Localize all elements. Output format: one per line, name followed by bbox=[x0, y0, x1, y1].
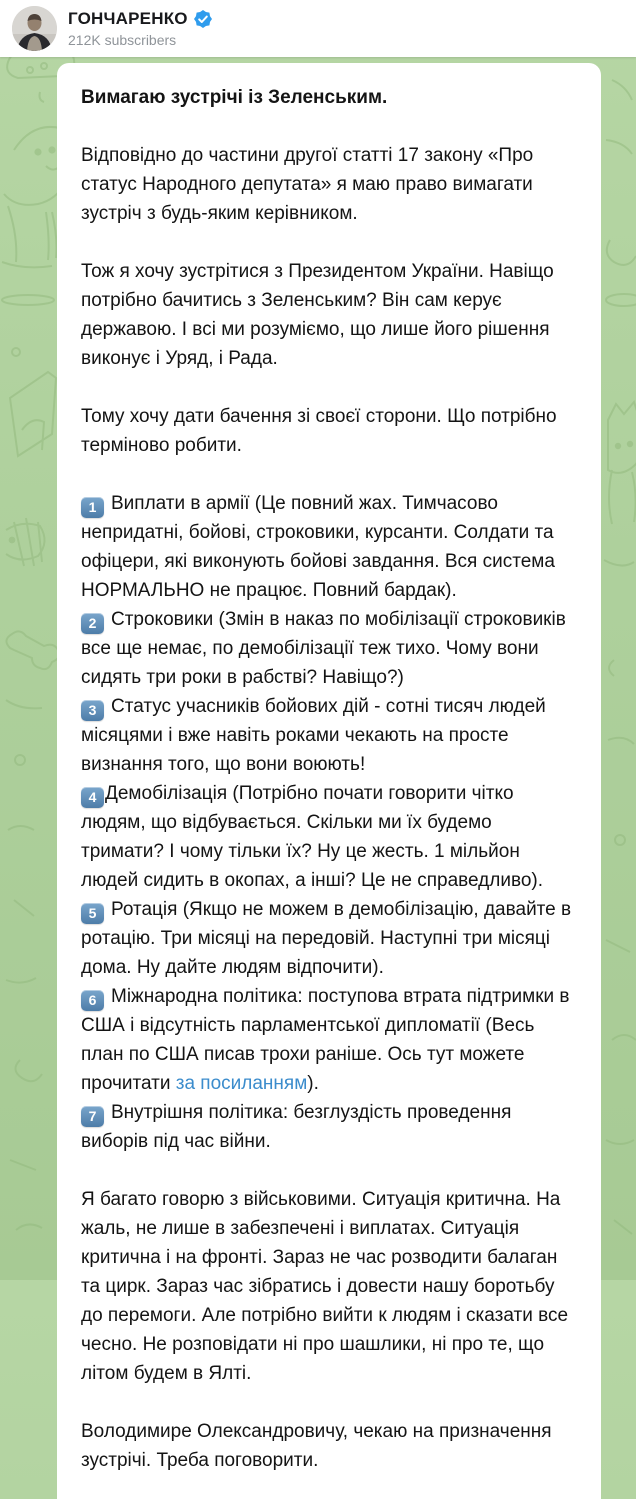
list-item bbox=[81, 605, 579, 692]
paragraph-text: Володимире Олександровичу, чекаю на призначення зустрічі. Треба поговорити. bbox=[81, 1421, 552, 1471]
paragraph-text: Ротація (Якщо не можем в демобілізацію, давайте в ротацію. Три місяці на передовій. Наступні три місяці дома. Ну дайте людям відпочити). bbox=[81, 899, 572, 978]
verified-badge-icon bbox=[194, 10, 212, 28]
subscribers-count: 212K subscribers bbox=[68, 32, 177, 48]
list-item bbox=[81, 982, 579, 1098]
paragraph-text: Я багато говорю з військовими. Ситуація критична. На жаль, не лише в забезпечені і виплатах. Ситуація критична і на фронті. Зараз не час розводити балаган та цирк. Зараз час зібратись і довести нашу боротьбу до перемоги. Але потрібно вийти к людям і сказати все чесно. Не розповідати ні про шашлики, ні про те, що літом будем в Ялті. bbox=[81, 1189, 569, 1384]
keycap-digit-icon: 5 bbox=[81, 903, 104, 924]
message-paragraph bbox=[81, 1417, 579, 1475]
message-paragraph bbox=[81, 141, 579, 228]
paragraph-spacer bbox=[81, 228, 579, 257]
message-paragraph bbox=[81, 1185, 579, 1388]
message-bubble bbox=[57, 63, 601, 1499]
keycap-digit-icon: 2 bbox=[81, 613, 104, 634]
paragraph-spacer bbox=[81, 1156, 579, 1185]
list-item bbox=[81, 489, 579, 605]
message-title bbox=[81, 83, 579, 112]
list-item bbox=[81, 1098, 579, 1156]
paragraph-spacer bbox=[81, 460, 579, 489]
paragraph-spacer bbox=[81, 112, 579, 141]
channel-header bbox=[0, 0, 636, 57]
avatar-photo bbox=[12, 6, 57, 51]
channel-name: ГОНЧАРЕНКО bbox=[68, 9, 188, 28]
paragraph-text: Строковики (Змін в наказ по мобілізації строковиків все ще немає, по демобілізації теж тихо. Чому вони сидять три роки в рабстві? Навіщо?) bbox=[81, 609, 566, 688]
message-content bbox=[81, 83, 579, 1475]
paragraph-text: Статус учасників бойових дій - сотні тисяч людей місяцями і вже навіть роками чекають на просте визнання того, що вони воюють! bbox=[81, 696, 546, 775]
keycap-digit-icon: 7 bbox=[81, 1106, 104, 1127]
paragraph-text: Тож я хочу зустрітися з Президентом України. Навіщо потрібно бачитись з Зеленським? Він сам керує державою. І всі ми розуміємо, що лише його рішення виконує і Уряд, і Рада. bbox=[81, 261, 554, 369]
message-paragraph bbox=[81, 257, 579, 373]
paragraph-text: Вимагаю зустрічі із Зеленським. bbox=[81, 87, 388, 108]
keycap-digit-icon: 1 bbox=[81, 497, 104, 518]
paragraph-text: Демобілізація (Потрібно почати говорити чітко людям, що відбувається. Скільки ми їх будемо тримати? І чому тільки їх? Ну це жесть. 1 мільйон людей сидить в окопах, а інші? Це не справедливо). bbox=[81, 783, 544, 891]
message-paragraph bbox=[81, 402, 579, 460]
list-item bbox=[81, 692, 579, 779]
paragraph-text: ). bbox=[307, 1073, 319, 1094]
list-item bbox=[81, 895, 579, 982]
keycap-digit-icon: 6 bbox=[81, 990, 104, 1011]
link-za-posylannyam[interactable]: за посиланням bbox=[175, 1073, 308, 1094]
paragraph-spacer bbox=[81, 1388, 579, 1417]
paragraph-text: Тому хочу дати бачення зі своєї сторони. Що потрібно терміново робити. bbox=[81, 406, 557, 456]
paragraph-text: Виплати в армії (Це повний жах. Тимчасово непридатні, бойові, строковики, курсанти. Солдати та офіцери, які виконують бойові завдання. Вся система НОРМАЛЬНО не працює. Повний бардак). bbox=[81, 493, 555, 601]
keycap-digit-icon: 3 bbox=[81, 700, 104, 721]
channel-avatar[interactable] bbox=[12, 6, 57, 51]
paragraph-text: Відповідно до частини другої статті 17 закону «Про статус Народного депутата» я маю право вимагати зустріч з будь-яким керівником. bbox=[81, 145, 534, 224]
channel-info[interactable] bbox=[68, 9, 212, 48]
paragraph-spacer bbox=[81, 373, 579, 402]
paragraph-text: Внутрішня політика: безглуздість проведення виборів під час війни. bbox=[81, 1102, 512, 1152]
list-item bbox=[81, 779, 579, 895]
keycap-digit-icon: 4 bbox=[81, 787, 104, 808]
paragraph-text: Міжнародна політика: поступова втрата підтримки в США і відсутність парламентської дипломатії (Весь план по США писав трохи раніше. Ось тут можете прочитати bbox=[81, 986, 570, 1094]
